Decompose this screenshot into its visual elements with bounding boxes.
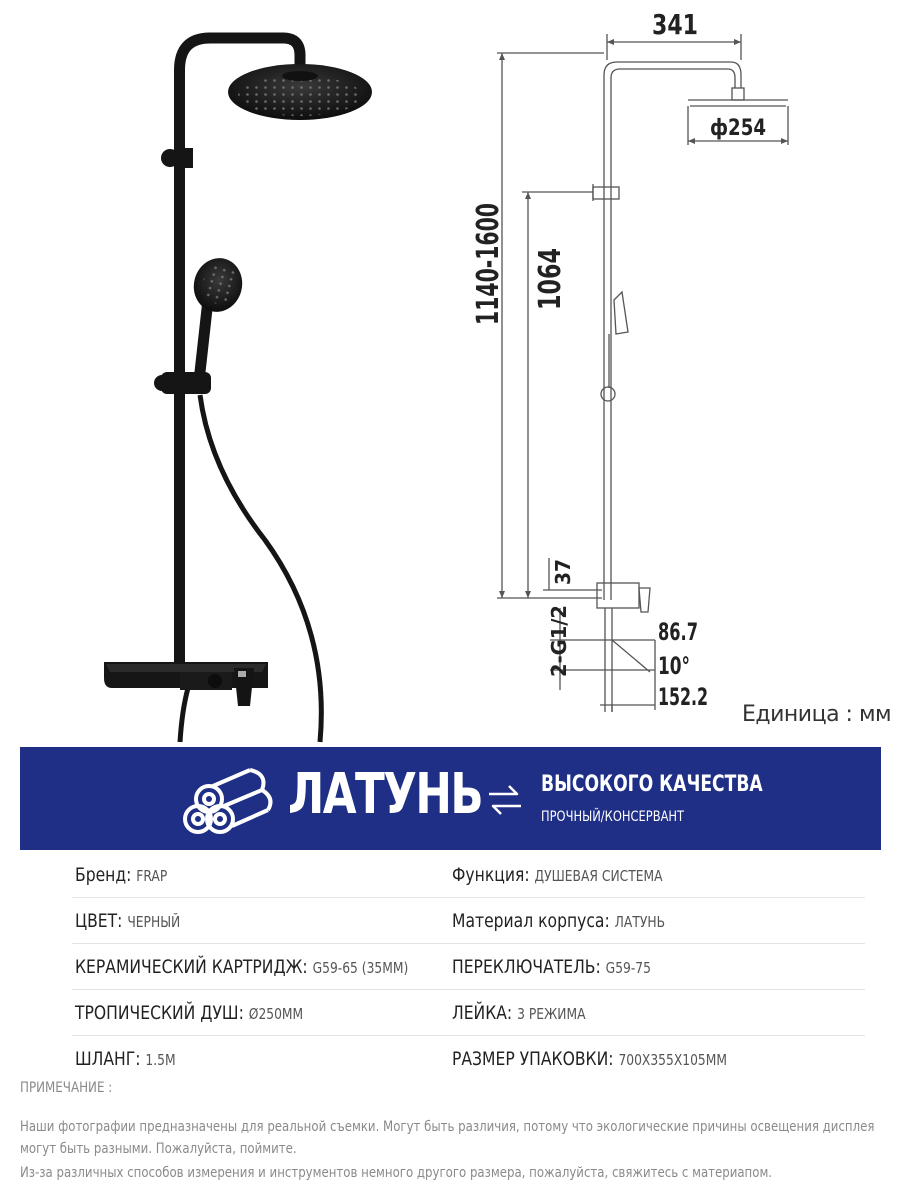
spec-label: Материал корпуса: (452, 910, 610, 932)
spec-label: Бренд: (75, 864, 132, 886)
spec-value: ЧЕРНЫЙ (127, 913, 181, 931)
spec-value: ЛАТУНЬ (614, 913, 666, 931)
spec-value: 3 РЕЖИМА (517, 1005, 586, 1023)
spec-label: КЕРАМИЧЕСКИЙ КАРТРИДЖ: (75, 956, 308, 978)
note-text-1: Наши фотографии предназначены для реальной съемки. Могут быть различия, потому что экологические причины освещения дисплея могут быть разными. Пожалуйста, поймите. (20, 1119, 875, 1157)
dim-head-diameter: ф254 (710, 116, 766, 141)
spec-row (0, 990, 900, 1036)
dim-angle: 10° (658, 652, 690, 680)
unit-label: Единица : мм (742, 702, 892, 727)
spec-label: ШЛАНГ: (75, 1048, 141, 1070)
spec-label: Функция: (452, 864, 530, 886)
dim-37: 37 (551, 557, 575, 585)
dim-rail-height: 1064 (533, 226, 568, 310)
spec-label: ЦВЕТ: (75, 910, 123, 932)
dim-width: 341 (652, 8, 698, 41)
spec-value: Ø250MM (248, 1005, 304, 1023)
note-title: ПРИМЕЧАНИЕ : (20, 1080, 113, 1096)
spec-value: G59-65 (35MM) (312, 959, 409, 977)
dim-total-height: 1140-1600 (471, 145, 506, 325)
spec-label: ЛЕЙКА: (452, 1002, 513, 1024)
note-text-2: Из-за различных способов измерения и инструментов немного другого размера, пожалуйста, свяжитесь с материапом. (20, 1165, 773, 1181)
spec-label: ТРОПИЧЕСКИЙ ДУШ: (75, 1002, 244, 1024)
material-banner (20, 747, 881, 850)
spec-row (0, 944, 900, 990)
dim-thread: 2-G1/2 (547, 603, 571, 677)
specs-table (0, 852, 900, 1082)
exchange-arrows-icon (485, 782, 525, 818)
spec-row (0, 898, 900, 944)
spec-value: ДУШЕВАЯ СИСТЕМА (534, 867, 663, 885)
spec-value: G59-75 (605, 959, 651, 977)
dim-86-7: 86.7 (658, 618, 698, 646)
spec-row (0, 852, 900, 898)
spec-value: FRAP (136, 867, 168, 885)
banner-title: ЛАТУНЬ (288, 762, 483, 827)
dim-152-2: 152.2 (658, 683, 708, 711)
spec-label: РАЗМЕР УПАКОВКИ: (452, 1048, 614, 1070)
banner-subtitle: ВЫСОКОГО КАЧЕСТВА (541, 772, 763, 797)
spec-row (0, 1036, 900, 1082)
spec-value: 1.5M (145, 1051, 176, 1069)
spec-value: 700X355X105MM (618, 1051, 727, 1069)
banner-caption: ПРОЧНЫЙ/КОНСЕРВАНТ (541, 809, 685, 825)
spec-label: ПЕРЕКЛЮЧАТЕЛЬ: (452, 956, 601, 978)
brass-pipes-icon (180, 762, 275, 837)
